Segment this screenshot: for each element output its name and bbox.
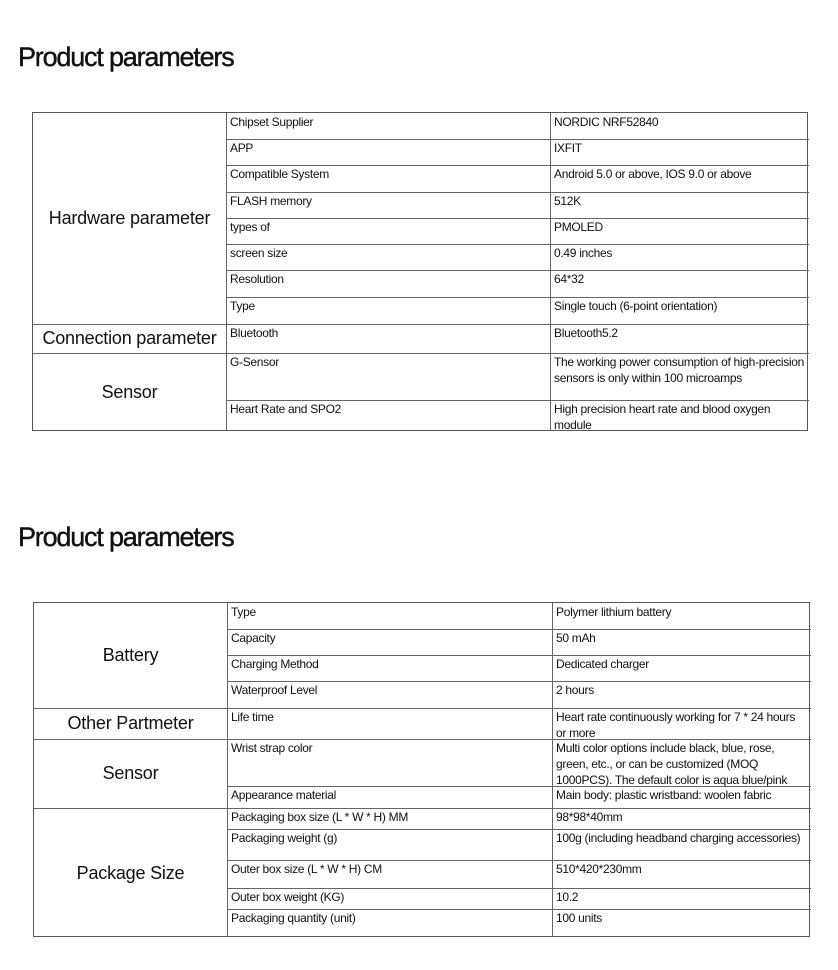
param-name: Resolution [230, 272, 284, 286]
param-value: 50 mAh [556, 631, 596, 645]
param-name: types of [230, 220, 270, 234]
group-label: Connection parameter [42, 328, 217, 348]
param-name: APP [230, 141, 254, 155]
param-name: Heart Rate and SPO2 [230, 402, 342, 416]
group-label: Sensor [101, 382, 158, 402]
param-value: 98*98*40mm [556, 810, 623, 824]
param-value: Polymer lithium battery [556, 605, 672, 619]
param-value: Heart rate continuously working for 7 * 24 hours or more [556, 710, 796, 739]
param-value: High precision heart rate and blood oxygen module [554, 402, 771, 432]
param-value: Main body: plastic wristband: woolen fabric [556, 788, 772, 802]
param-name: Outer box weight (KG) [231, 890, 345, 904]
param-name: Packaging quantity (unit) [231, 911, 356, 925]
param-value: Single touch (6-point orientation) [554, 299, 718, 313]
param-value: Bluetooth5.2 [554, 326, 618, 340]
param-name: Type [231, 605, 256, 619]
param-name: Waterproof Level [231, 683, 318, 697]
param-value: NORDIC NRF52840 [554, 115, 659, 129]
param-name: FLASH memory [230, 194, 312, 208]
param-name: Bluetooth [230, 326, 279, 340]
param-value: Android 5.0 or above, IOS 9.0 or above [554, 167, 752, 181]
param-value: 100 units [556, 911, 603, 925]
param-name: Charging Method [231, 657, 319, 671]
param-value: 512K [554, 194, 581, 208]
parameters-table-1 [32, 112, 808, 431]
param-name: Packaging weight (g) [231, 831, 338, 845]
param-value: 100g (including headband charging accessories) [556, 831, 801, 845]
param-value: 510*420*230mm [556, 862, 642, 876]
param-value: Multi color options include black, blue, rose, green, etc., or can be customized (MOQ 1000PCS). The default color is aqua blue/pink [556, 741, 788, 786]
param-name: Chipset Supplier [230, 115, 314, 129]
param-name: Packaging box size (L * W * H) MM [231, 810, 409, 824]
group-label: Other Partmeter [67, 713, 194, 733]
param-name: screen size [230, 246, 288, 260]
param-value: The working power consumption of high-precision sensors is only within 100 microamps [554, 355, 805, 385]
param-name: Type [230, 299, 255, 313]
section-title: Product parameters [18, 42, 234, 72]
group-label: Package Size [76, 862, 185, 883]
param-value: Dedicated charger [556, 657, 649, 671]
param-value: 2 hours [556, 683, 594, 697]
param-name: Appearance material [231, 788, 337, 802]
param-name: Life time [231, 710, 274, 724]
group-label: Hardware parameter [48, 208, 211, 228]
param-value: 64*32 [554, 272, 584, 286]
param-name: Wrist strap color [231, 741, 313, 755]
param-value: IXFIT [554, 141, 582, 155]
param-value: 10.2 [556, 890, 579, 904]
param-name: Capacity [231, 631, 276, 645]
param-value: 0.49 inches [554, 246, 613, 260]
param-value: PMOLED [554, 220, 603, 234]
param-name: G-Sensor [230, 355, 279, 369]
param-name: Compatible System [230, 167, 329, 181]
parameters-table-2 [33, 602, 810, 937]
group-label: Battery [102, 645, 159, 665]
section-title: Product parameters [18, 522, 234, 552]
group-label: Sensor [102, 763, 159, 783]
param-name: Outer box size (L * W * H) CM [231, 862, 382, 876]
